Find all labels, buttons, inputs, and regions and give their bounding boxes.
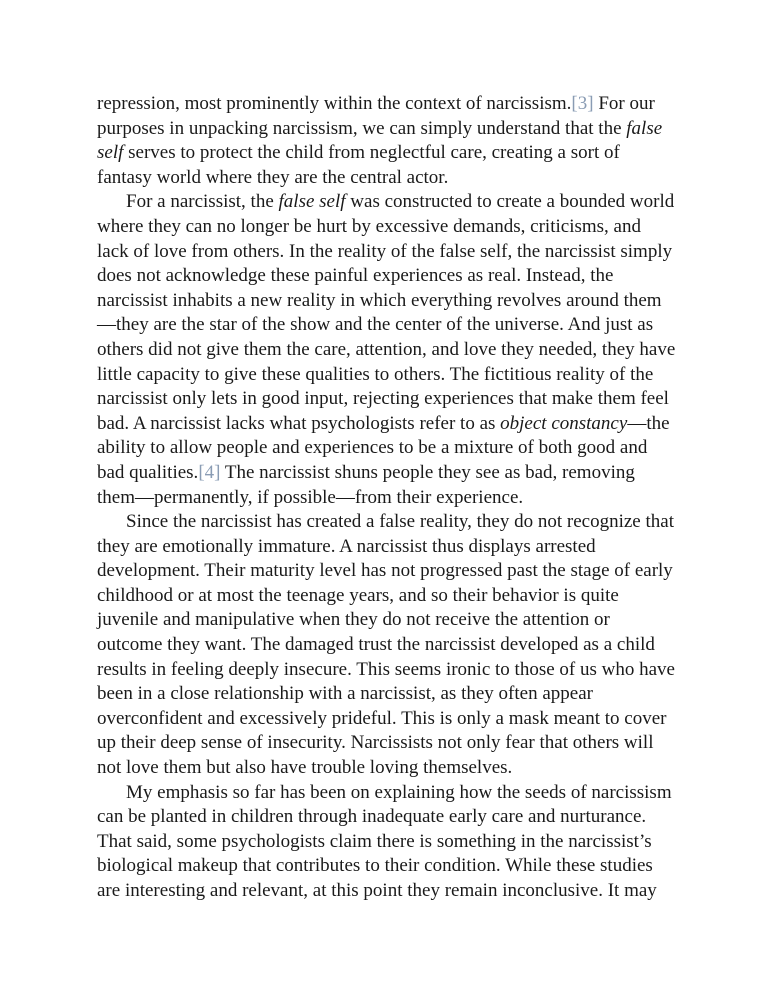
- emphasis-term: false self: [278, 191, 346, 213]
- text-segment: The narcissist shuns people they see as bad, removing them—permanently, if possible—from their experience.: [97, 461, 635, 508]
- footnote-ref-3[interactable]: [3]: [571, 93, 594, 114]
- text-segment: My emphasis so far has been on explaining how the seeds of narcissism can be planted in children through inadequate early care and nurturance. That said, some psychologists claim there is something in the narcissist’s biological makeup that contributes to their condition. While these studies are interesting and relevant, at this point they remain inconclusive. It may: [97, 781, 672, 901]
- text-segment: was constructed to create a bounded world where they can no longer be hurt by excessive demands, criticisms, and lack of love from others. In the reality of the false self, the narcissist simply does not acknowledge these painful experiences as real. Instead, the narcissist inhabits a new reality in which everything revolves around them —they are the star of the show and the center of the universe. And just as others did not give them the care, attention, and love they needed, they have little capacity to give these qualities to others. The fictitious reality of the narcissist only lets in good input, rejecting experiences that make them feel bad. A narcissist lacks what psychologists refer to as: [97, 191, 676, 434]
- paragraph-4: [97, 781, 677, 904]
- paragraph-3: [97, 510, 677, 781]
- emphasis-term: object constancy: [500, 412, 628, 434]
- text-segment: For our purposes in unpacking narcissism, we can simply understand that the: [97, 93, 655, 139]
- text-segment: serves to protect the child from neglectful care, creating a sort of fantasy world where they are the central actor.: [97, 142, 620, 188]
- document-page: [97, 92, 677, 904]
- footnote-ref-4[interactable]: [4]: [198, 461, 221, 483]
- text-segment: For a narcissist, the: [126, 191, 279, 213]
- text-segment: —the ability to allow people and experiences to be a mixture of both good and bad qualities.: [97, 412, 670, 483]
- paragraph-1: [97, 92, 677, 190]
- emphasis-term: false self: [97, 117, 663, 164]
- paragraph-2: [97, 190, 677, 510]
- text-segment: Since the narcissist has created a false reality, they do not recognize that they are emotionally immature. A narcissist thus displays arrested development. Their maturity level has not progressed past the stage of early childhood or at most the teenage years, and so their behavior is quite juvenile and manipulative when they do not receive the attention or outcome they want. The damaged trust the narcissist developed as a child results in feeling deeply insecure. This seems ironic to those of us who have been in a close relationship with a narcissist, as they often appear overconfident and excessively prideful. This is only a mask meant to cover up their deep sense of insecurity. Narcissists not only fear that others will not love them but also have trouble loving themselves.: [97, 511, 675, 779]
- text-segment: repression, most prominently within the context of narcissism.: [97, 93, 572, 114]
